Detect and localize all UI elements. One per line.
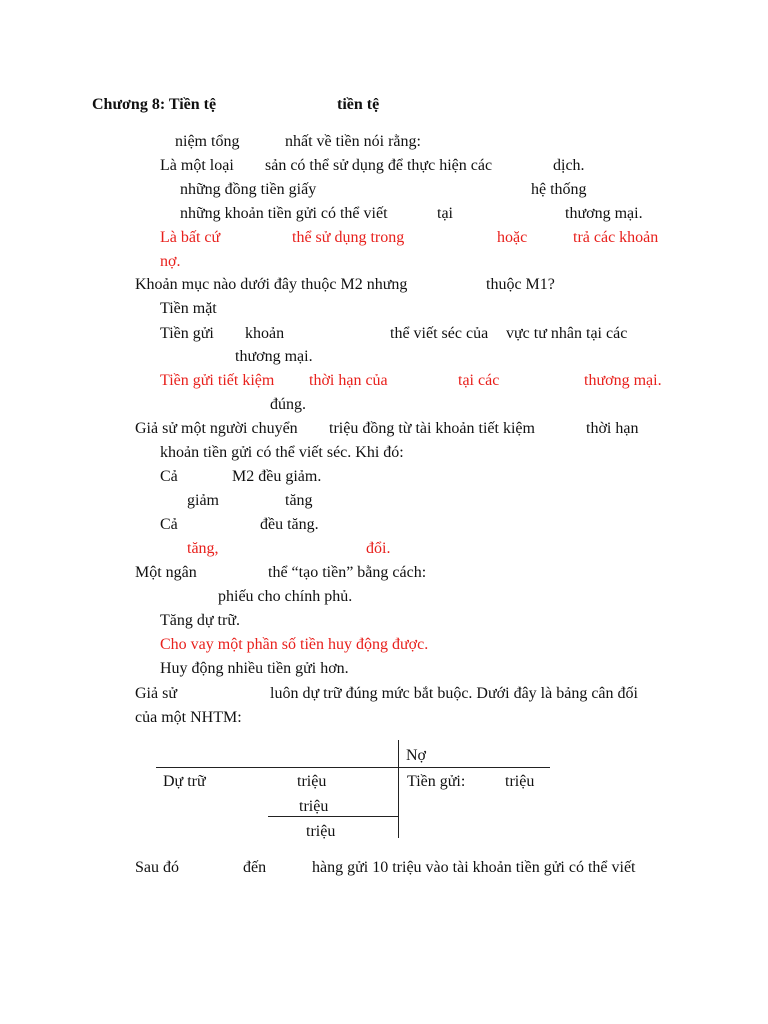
q5-after-text: Sau đó <box>135 859 179 876</box>
balance-sheet-asset-value: triệu <box>306 823 336 840</box>
balance-sheet-horizontal-rule <box>156 767 550 768</box>
q3-stem: thời hạn <box>586 420 639 437</box>
q1-option-d-answer: nợ. <box>160 253 181 270</box>
chapter-title: Chương 8: Tiền tệ <box>92 96 217 113</box>
q1-option-a: dịch. <box>553 157 585 174</box>
q2-option-b: vực tư nhân tại các <box>506 325 628 342</box>
q3-option-b: giảm <box>187 492 219 509</box>
balance-sheet-vertical-rule <box>398 740 399 838</box>
chapter-title-right: tiền tệ <box>337 96 380 113</box>
q1-option-c: những khoản tiền gửi có thể viết <box>180 205 388 222</box>
q1-option-a: sản có thể sử dụng để thực hiện các <box>265 157 493 174</box>
q1-stem-part: nhất về tiền nói rằng: <box>285 133 421 150</box>
q4-option-c-answer: Cho vay một phần số tiền huy động được. <box>160 636 429 653</box>
q3-option-d-answer: đổi. <box>366 540 391 557</box>
q1-option-b: những đồng tiền giấy <box>180 181 317 198</box>
q3-option-a: M2 đều giảm. <box>232 468 322 485</box>
q1-option-a: Là một loại <box>160 157 234 174</box>
q2-stem: Khoản mục nào dưới đây thuộc M2 nhưng <box>135 276 408 293</box>
q5-stem: luôn dự trữ đúng mức bắt buộc. Dưới đây là bảng cân đối <box>270 685 638 702</box>
q1-option-c: tại <box>437 205 453 222</box>
q3-option-b: tăng <box>285 492 313 509</box>
balance-sheet-asset-value: triệu <box>299 798 329 815</box>
q4-option-b: Tăng dự trữ. <box>160 612 240 629</box>
q2-option-b: Tiền gửi <box>160 325 214 342</box>
q4-stem: Một ngân <box>135 564 197 581</box>
q2-option-c-answer: tại các <box>458 372 500 389</box>
q5-stem: Giả sử <box>135 685 177 702</box>
q4-option-a: phiếu cho chính phủ. <box>218 588 353 605</box>
q3-stem: Giả sử một người chuyển <box>135 420 298 437</box>
q4-option-d: Huy động nhiều tiền gửi hơn. <box>160 660 349 677</box>
q3-stem: khoản tiền gửi có thể viết séc. Khi đó: <box>160 444 404 461</box>
q2-stem: thuộc M1? <box>486 276 555 293</box>
q1-option-c: thương mại. <box>565 205 643 222</box>
q4-stem: thể “tạo tiền” bằng cách: <box>268 564 427 581</box>
q3-stem: triệu đồng từ tài khoản tiết kiệm <box>329 420 535 437</box>
balance-sheet-reserves-label: Dự trữ <box>163 773 206 790</box>
q1-option-d-answer: trả các khoản <box>573 229 659 246</box>
q3-option-d-answer: tăng, <box>187 540 219 557</box>
balance-sheet-liabilities-header: Nợ <box>406 747 427 764</box>
balance-sheet-reserves-value: triệu <box>297 773 327 790</box>
q5-stem: của một NHTM: <box>135 709 242 726</box>
q2-option-c-answer: Tiền gửi tiết kiệm <box>160 372 275 389</box>
q2-option-c-answer: thời hạn của <box>309 372 388 389</box>
q5-after-text: đến <box>243 859 267 876</box>
q1-stem-part: niệm tổng <box>175 133 240 150</box>
q2-option-a: Tiền mặt <box>160 300 217 317</box>
balance-sheet-subtotal-rule <box>268 816 398 817</box>
q1-option-d-answer: Là bất cứ <box>160 229 221 246</box>
balance-sheet-deposits-value: triệu <box>505 773 535 790</box>
q1-option-d-answer: thể sử dụng trong <box>292 229 405 246</box>
q2-option-b: thương mại. <box>235 348 313 365</box>
q2-option-d: đúng. <box>270 396 306 413</box>
q2-option-b: khoản <box>245 325 285 342</box>
q3-option-a: Cả <box>160 468 178 485</box>
q2-option-b: thể viết séc của <box>390 325 489 342</box>
balance-sheet-deposits-label: Tiền gửi: <box>407 773 466 790</box>
q3-option-c: đều tăng. <box>260 516 319 533</box>
q1-option-b: hệ thống <box>531 181 587 198</box>
q3-option-c: Cả <box>160 516 178 533</box>
q5-after-text: hàng gửi 10 triệu vào tài khoản tiền gửi có thể viết <box>312 859 636 876</box>
q1-option-d-answer: hoặc <box>497 229 528 246</box>
q2-option-c-answer: thương mại. <box>584 372 662 389</box>
